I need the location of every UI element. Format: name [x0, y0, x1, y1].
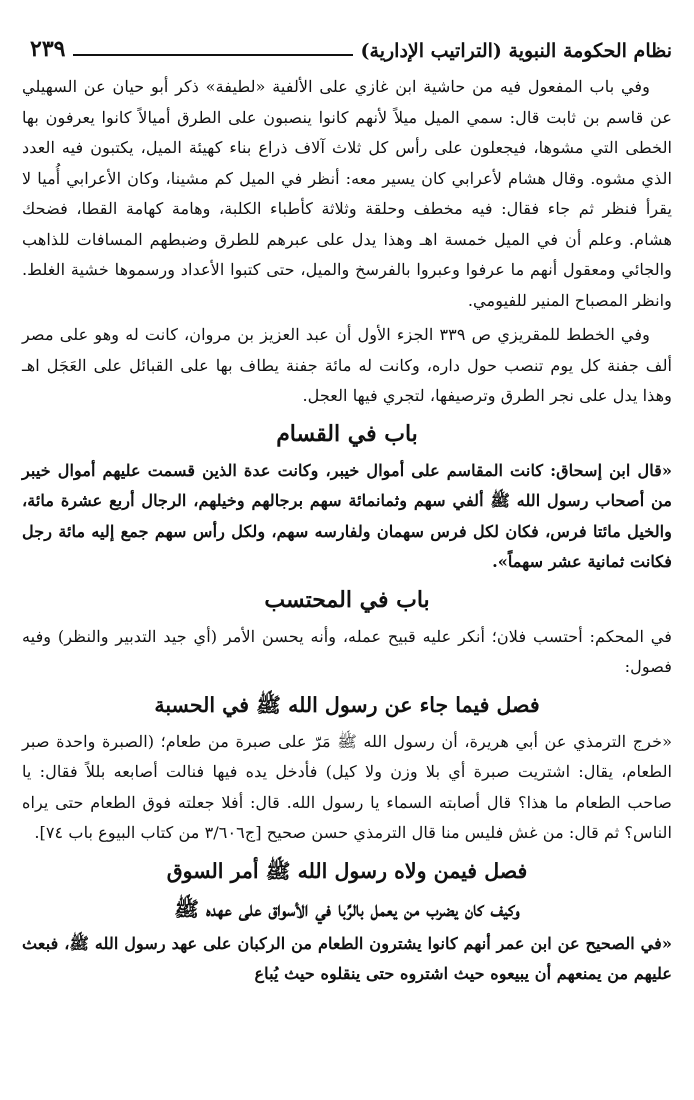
chapter-subheading-riba: وكيف كان يضرب من يعمل بالرِّبا في الأسواق على عهده ﷺ: [174, 896, 520, 921]
paragraph-mile-definition: وفي باب المفعول فيه من حاشية ابن غازي على الألفية «لطيفة» ذكر أبو حيان عن السهيلي عن قاسم بن ثابت قال: سمي الميل ميلاً لأنهم كانوا ينصبون على الطرق أميالاً كانوا يعرفون بها الخطى التي مشوها، فيجعلون على رأس كل ثلاث آلاف ذراع بناء كهيئة الميل، يكتبون فيه العدد الذي مشوه. وقال هشام لأعرابي كان يسير معه: أنظر في الميل كم مشينا، وكان الأعرابي أُميا لا يقرأ فنظر ثم جاء فقال: فيه مخطف وحلقة وثلاثة كأطباء الكلبة، وهامة كهامة القطا، فضحك هشام. وعلم أن في الميل خمسة اهـ وهذا يدل على عبرهم للطرق وضبطهم المسافات للذاهب والجائي ومعقول أنهم ما عرفوا وعبروا بالفرسخ والميل، حتى كتبوا الأعداد ورسموها خشية الغلط. وانظر المصباح المنير للفيومي.: [22, 77, 672, 310]
chapter-heading-market: فصل فيمن ولاه رسول الله ﷺ أمر السوق: [166, 858, 528, 883]
page-number: ٢٣٩: [30, 36, 66, 62]
running-title: نظام الحكومة النبوية (التراتيب الإدارية): [360, 40, 672, 62]
header-rule: [73, 54, 352, 56]
page-body: [22, 70, 672, 994]
paragraph-khaybar: «قال ابن إسحاق: كانت المقاسم على أموال خيبر، وكانت عدة الذين قسمت عليهم أموال خيبر من أصحاب رسول الله ﷺ ألفي سهم وثمانمائة سهم برجالهم وخيلهم، الرجال أربع عشرة مائة، والخيل مائتا فرس، فكان لكل فرس سهمان ولفارسه سهم، ولكل رأس سهم جمع إليه مائة رجل فكانت ثمانية عشر سهماً».: [22, 460, 672, 571]
paragraph-tirmidhi: «خرج الترمذي عن أبي هريرة، أن رسول الله ﷺ مَرّ على صبرة من طعام؛ (الصبرة واحدة صبر الطعام، يقال: اشتريت صبرة أي بلا وزن ولا كيل) فأدخل يده فيها فنالت أصابعه بللاً فقال: يا صاحب الطعام ما هذا؟ قال أصابته السماء يا رسول الله. قال: أفلا جعلته فوق الطعام حتى يراه الناس؟ ثم قال: من غش فليس منا قال الترمذي حسن صحيح [ج٣/٦٠٦ من كتاب البيوع باب ٧٤].: [22, 731, 672, 842]
chapter-heading-hisba: فصل فيما جاء عن رسول الله ﷺ في الحسبة: [154, 692, 540, 717]
paragraph-ibn-umar: «في الصحيح عن ابن عمر أنهم كانوا يشترون الطعام من الركبان على عهد رسول الله ﷺ، فبعث عليهم من يمنعهم أن يبيعوه حيث اشتروه حتى ينقلوه حيث يُباع: [22, 933, 672, 983]
page-header: [30, 32, 672, 62]
section-heading-muhtasib: باب في المحتسب: [264, 586, 430, 613]
section-heading-qassam: باب في القسام: [276, 420, 418, 447]
paragraph-maqrizi: وفي الخطط للمقريزي ص ٣٣٩ الجزء الأول أن عبد العزيز بن مروان، كانت له وهو على مصر ألف جفنة كل يوم تنصب حول داره، وكانت له مائة جفنة يطاف بها على القبائل على العَجَل اهـ وهذا يدل على نجر الطرق وترصيفها، لتجري فيها العجل.: [22, 325, 672, 405]
paragraph-muhkam: في المحكم: أحتسب فلان؛ أنكر عليه قبيح عمله، وأنه يحسن الأمر (أي جيد التدبير والنظر) وفيه فصول:: [22, 626, 672, 676]
